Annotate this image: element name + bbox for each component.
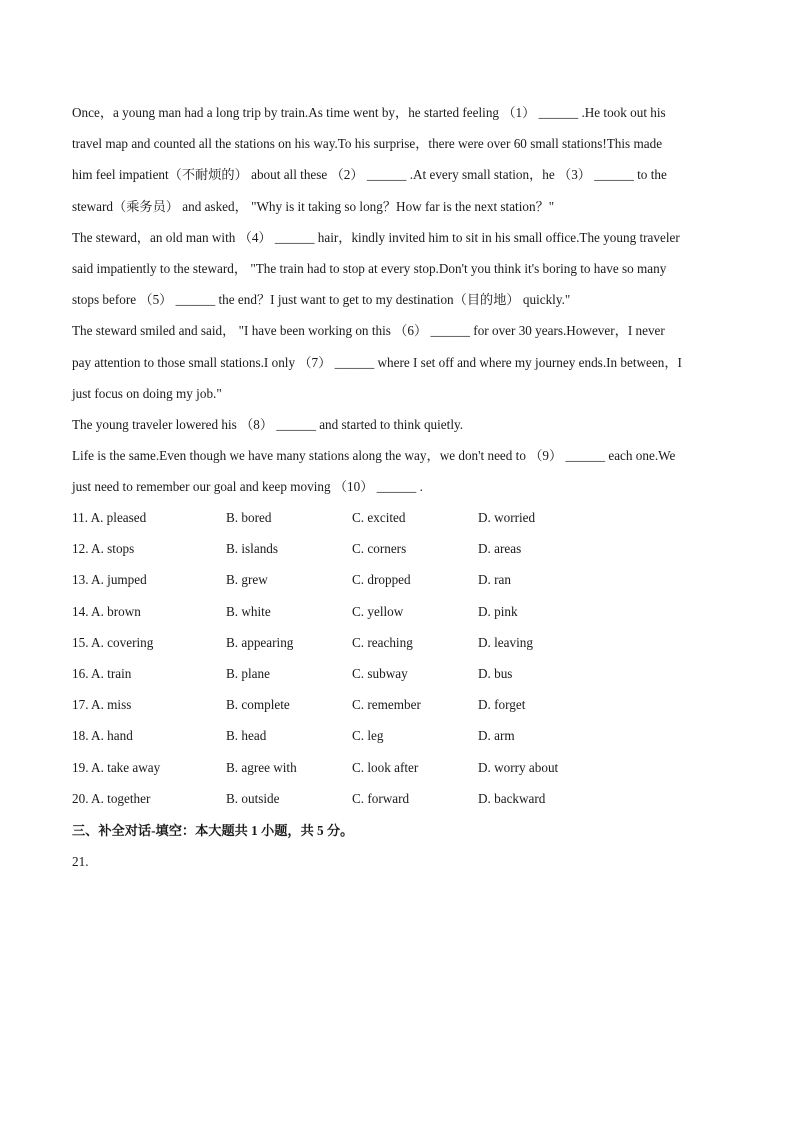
option-d: D. pink [478,603,518,619]
question-row-16 [72,660,724,691]
question-row-17 [72,691,724,722]
passage-line: travel map and counted all the stations on his way.To his surprise，there were over 60 small stations!This made [72,136,663,152]
passage-line: him feel impatient（不耐烦的） about all these （2） ______ .At every small station，he （3） ______ to the [72,167,667,183]
option-a: 14. A. brown [72,603,141,619]
option-d: D. arm [478,728,515,744]
option-d: D. worried [478,510,536,525]
passage-line: said impatiently to the steward， "The train had to stop at every stop.Don't you think it's boring to have so many [72,260,667,276]
option-d: D. ran [478,572,511,588]
question-row-14 [72,598,724,629]
option-c: C. dropped [352,572,411,588]
passage-line: pay attention to those small stations.I only （7） ______ where I set off and where my journey ends.In between，I [72,354,682,370]
option-b: B. agree with [226,759,297,775]
option-b: B. islands [226,541,279,557]
question-row-15 [72,629,724,660]
option-d: D. backward [478,790,546,806]
passage-line: The steward smiled and said， "I have been working on this （6） ______ for over 30 years.However，I never [72,323,665,339]
option-c: C. forward [352,790,410,806]
option-a: 20. A. together [72,790,151,806]
option-a: 17. A. miss [72,697,132,713]
passage-line: steward（乘务员） and asked， "Why is it taking so long？How far is the next station？" [72,198,555,214]
passage-line: Once，a young man had a long trip by train.As time went by，he started feeling （1） ______ .He took out his [72,105,666,120]
option-b: B. white [226,603,271,619]
option-a: 15. A. covering [72,634,154,650]
option-c: C. subway [352,665,408,681]
option-d: D. bus [478,665,513,681]
option-b: B. plane [226,665,270,681]
option-a: 11. A. pleased [72,510,147,525]
option-a: 13. A. jumped [72,572,147,588]
question-row-12 [72,535,724,566]
option-b: B. complete [226,697,290,713]
answer-options [72,504,724,816]
option-b: B. head [226,728,267,744]
option-d: D. worry about [478,759,559,775]
option-d: D. leaving [478,634,533,650]
question-row-13 [72,566,724,597]
option-a: 12. A. stops [72,541,135,557]
passage-line: The steward，an old man with （4） ______ hair，kindly invited him to sit in his small office.The young traveler [72,229,680,245]
option-a: 16. A. train [72,665,132,681]
option-c: C. yellow [352,603,404,619]
cloze-passage [72,99,724,504]
option-d: D. areas [478,541,522,557]
option-d: D. forget [478,697,526,713]
question-row-19 [72,754,724,785]
option-b: B. outside [226,790,280,806]
passage-line: just focus on doing my job." [72,385,222,401]
question-row-11 [72,504,724,535]
option-a: 18. A. hand [72,728,133,744]
option-b: B. bored [226,510,272,525]
option-c: C. corners [352,541,407,557]
passage-line: The young traveler lowered his （8） ______ and started to think quietly. [72,416,464,432]
option-b: B. appearing [226,634,294,650]
question-row-20 [72,785,724,816]
option-c: C. look after [352,759,419,775]
option-c: C. excited [352,510,406,525]
option-a: 19. A. take away [72,759,161,775]
option-c: C. reaching [352,634,413,650]
option-c: C. remember [352,697,421,713]
question-number: 21. [72,854,89,869]
question-row-18 [72,722,724,753]
passage-line: stops before （5） ______ the end？I just want to get to my destination（目的地） quickly." [72,292,571,308]
option-b: B. grew [226,572,268,588]
section-heading: 三、补全对话-填空：本大题共 1 小题，共 5 分。 [72,823,354,838]
passage-line: Life is the same.Even though we have many stations along the way，we don't need to （9） ______ each one.We [72,448,676,464]
passage-line: just need to remember our goal and keep moving （10） ______ . [72,479,423,495]
option-c: C. leg [352,728,384,744]
